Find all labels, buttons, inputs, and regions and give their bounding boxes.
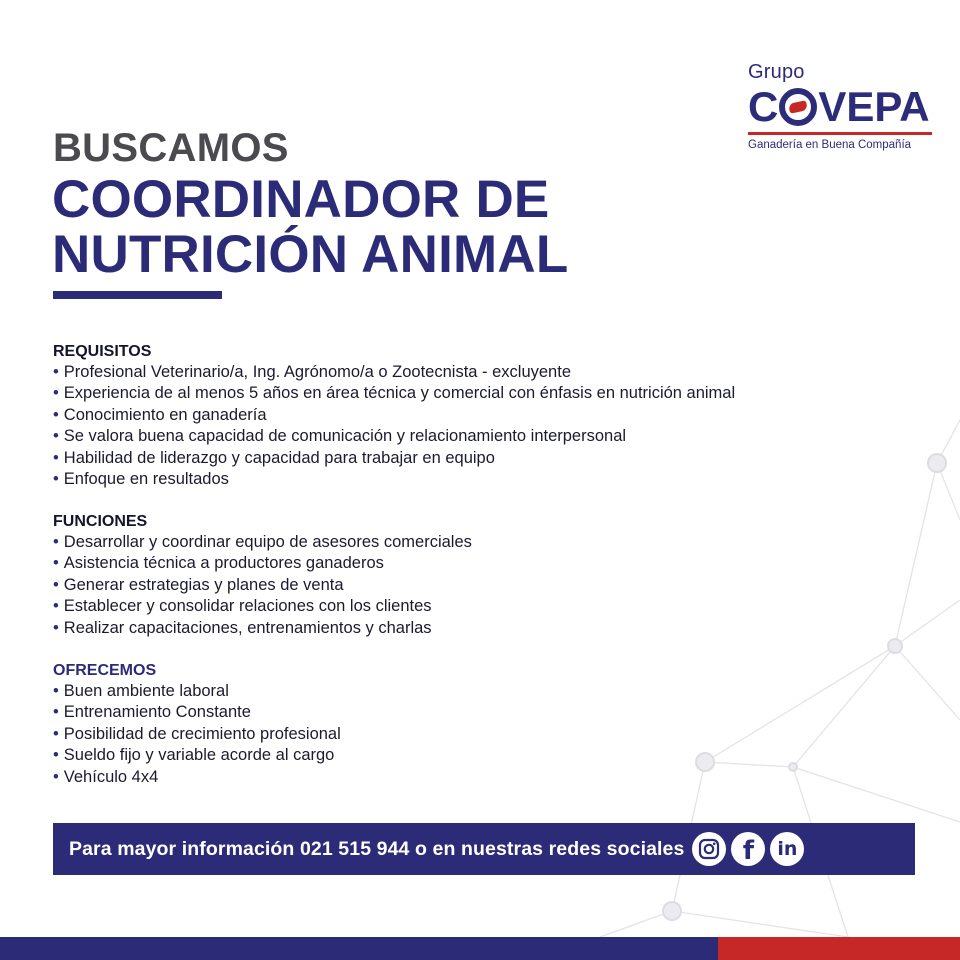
list-item: • Vehículo 4x4	[53, 767, 341, 788]
contact-bar	[53, 823, 915, 875]
section-requisitos	[53, 341, 735, 490]
brand-logo	[748, 60, 934, 151]
funciones-list	[53, 532, 472, 639]
social-links	[692, 832, 804, 866]
logo-letter-c: C	[748, 83, 779, 130]
list-item: • Profesional Veterinario/a, Ing. Agrónomo/a o Zootecnista - excluyente	[53, 362, 735, 383]
page-title	[52, 172, 568, 282]
logo-tagline: Ganadería en Buena Compañía	[748, 139, 912, 151]
kicker-heading: BUSCAMOS	[53, 126, 289, 170]
contact-text: Para mayor información 021 515 944 o en nuestras redes sociales	[69, 837, 685, 860]
instagram-icon[interactable]	[692, 832, 726, 866]
ofrecemos-list	[53, 681, 341, 788]
section-title: OFRECEMOS	[53, 662, 157, 679]
list-item: • Conocimiento en ganadería	[53, 405, 735, 426]
facebook-icon[interactable]: f	[731, 832, 765, 866]
requisitos-list	[53, 362, 735, 490]
title-line-2: NUTRICIÓN ANIMAL	[52, 225, 569, 284]
logo-map-o-icon	[779, 88, 817, 126]
title-underline	[53, 291, 222, 299]
logo-grupo-text: Grupo	[748, 61, 805, 83]
list-item: • Posibilidad de crecimiento profesional	[53, 724, 341, 745]
list-item: • Experiencia de al menos 5 años en área técnica y comercial con énfasis en nutrición animal	[53, 383, 735, 404]
logo-wordmark	[748, 84, 934, 130]
list-item: • Habilidad de liderazgo y capacidad para trabajar en equipo	[53, 448, 735, 469]
section-ofrecemos	[53, 660, 341, 788]
list-item: • Se valora buena capacidad de comunicación y relacionamiento interpersonal	[53, 426, 735, 447]
logo-letters-vepa: VEPA	[818, 83, 930, 130]
list-item: • Buen ambiente laboral	[53, 681, 341, 702]
list-item: • Enfoque en resultados	[53, 469, 735, 490]
list-item: • Asistencia técnica a productores ganaderos	[53, 553, 472, 574]
linkedin-icon[interactable]: in	[770, 832, 804, 866]
section-title: FUNCIONES	[53, 513, 148, 530]
footer-band-blue	[0, 937, 718, 960]
section-title: REQUISITOS	[53, 343, 152, 360]
list-item: • Sueldo fijo y variable acorde al cargo	[53, 745, 341, 766]
list-item: • Desarrollar y coordinar equipo de asesores comerciales	[53, 532, 472, 553]
section-funciones	[53, 511, 472, 639]
list-item: • Establecer y consolidar relaciones con los clientes	[53, 596, 472, 617]
list-item: • Realizar capacitaciones, entrenamientos y charlas	[53, 618, 472, 639]
list-item: • Entrenamiento Constante	[53, 702, 341, 723]
footer-band-red	[718, 937, 960, 960]
title-line-1: COORDINADOR DE	[52, 170, 550, 229]
logo-rule	[748, 132, 932, 135]
list-item: • Generar estrategias y planes de venta	[53, 575, 472, 596]
